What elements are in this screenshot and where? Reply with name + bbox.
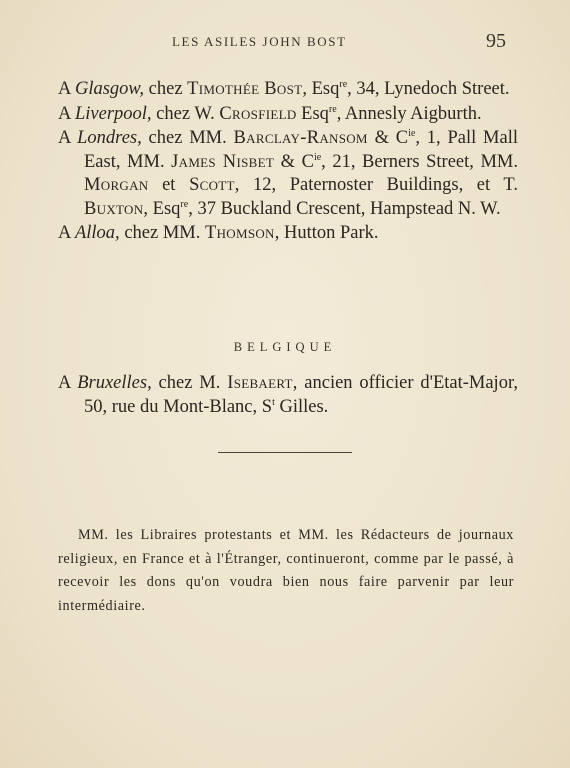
entry-text: , Hutton Park. <box>274 223 379 243</box>
notice-paragraph <box>58 524 514 618</box>
entry-text: Gilles. <box>274 396 329 417</box>
entry-text: , 1, Pall Mall East, MM. <box>84 128 518 172</box>
notice-lead: MM. <box>78 527 109 544</box>
entry-text: , 34, Lynedoch Street. <box>347 79 510 99</box>
entry-text: chez MM. <box>119 223 205 243</box>
entry-text: & C <box>274 151 314 172</box>
superscript: re <box>339 78 348 90</box>
section-title-belgique: BELGIQUE <box>233 340 337 354</box>
entry-text: & C <box>367 128 409 148</box>
city-name: Londres, <box>77 128 142 148</box>
address-list-belgium <box>58 372 518 420</box>
superscript: ie <box>408 127 416 139</box>
person-name: Scott <box>189 175 235 195</box>
entry-text: , Annesly Aigburth. <box>336 103 482 124</box>
address-entry-bruxelles <box>58 372 518 419</box>
person-name: Crosfield <box>219 103 297 124</box>
entry-text: , 12, Paternoster Buildings, et T. <box>234 175 518 195</box>
address-list-great-britain <box>58 78 518 247</box>
entry-text: et <box>148 175 190 195</box>
superscript: t <box>272 396 275 408</box>
superscript: ie <box>313 151 322 163</box>
entry-prefix: A <box>58 103 75 124</box>
person-name: Timothée Bost <box>187 79 303 99</box>
superscript: re <box>328 103 337 115</box>
entry-prefix: A <box>58 223 75 243</box>
entry-text: chez M. <box>151 373 228 393</box>
entry-prefix: A <box>58 373 78 393</box>
entry-text: chez W. <box>151 103 220 124</box>
city-name: Glasgow, <box>74 79 145 99</box>
person-name: Barclay-Ransom <box>233 128 368 148</box>
person-name: James Nisbet <box>171 151 275 172</box>
person-name: Morgan <box>84 175 149 195</box>
city-name: Bruxelles, <box>77 373 152 393</box>
notice-text: les Libraires protestants et MM. les Rédacteurs de journaux religieux, en France et à l'Étranger, continueront, comme par le passé, à recevoir les dons qu'on voudra bien nous faire parvenir par leur intermédiaire. <box>58 527 514 614</box>
section-divider <box>218 452 352 453</box>
address-entry-londres <box>58 127 518 221</box>
superscript: re <box>180 198 189 210</box>
entry-prefix: A <box>58 128 78 148</box>
entry-prefix: A <box>58 79 75 99</box>
running-title: LES ASILES JOHN BOST <box>172 34 347 49</box>
entry-text: chez <box>144 79 188 99</box>
entry-text: , 21, Berners Street, MM. <box>321 151 518 172</box>
address-entry-glasgow <box>58 78 518 102</box>
page-number: 95 <box>486 30 506 52</box>
entry-text: , 37 Buckland Crescent, Hampstead N. W. <box>188 198 501 219</box>
entry-text: , ancien officier d'Etat-Major, 50, rue du Mont-Blanc, S <box>84 373 518 417</box>
city-name: Alloa, <box>74 223 120 243</box>
address-entry-liverpool <box>58 103 518 127</box>
running-head <box>0 30 570 54</box>
entry-text: , Esq <box>143 198 181 219</box>
address-entry-alloa <box>58 222 518 246</box>
city-name: Liverpool, <box>74 103 152 124</box>
person-name: Isebaert <box>227 373 293 393</box>
entry-text: chez MM. <box>141 128 234 148</box>
person-name: Buxton <box>84 198 144 219</box>
entry-text: Esq <box>296 103 329 124</box>
entry-text: , Esq <box>302 79 340 99</box>
person-name: Thomson <box>204 223 275 243</box>
